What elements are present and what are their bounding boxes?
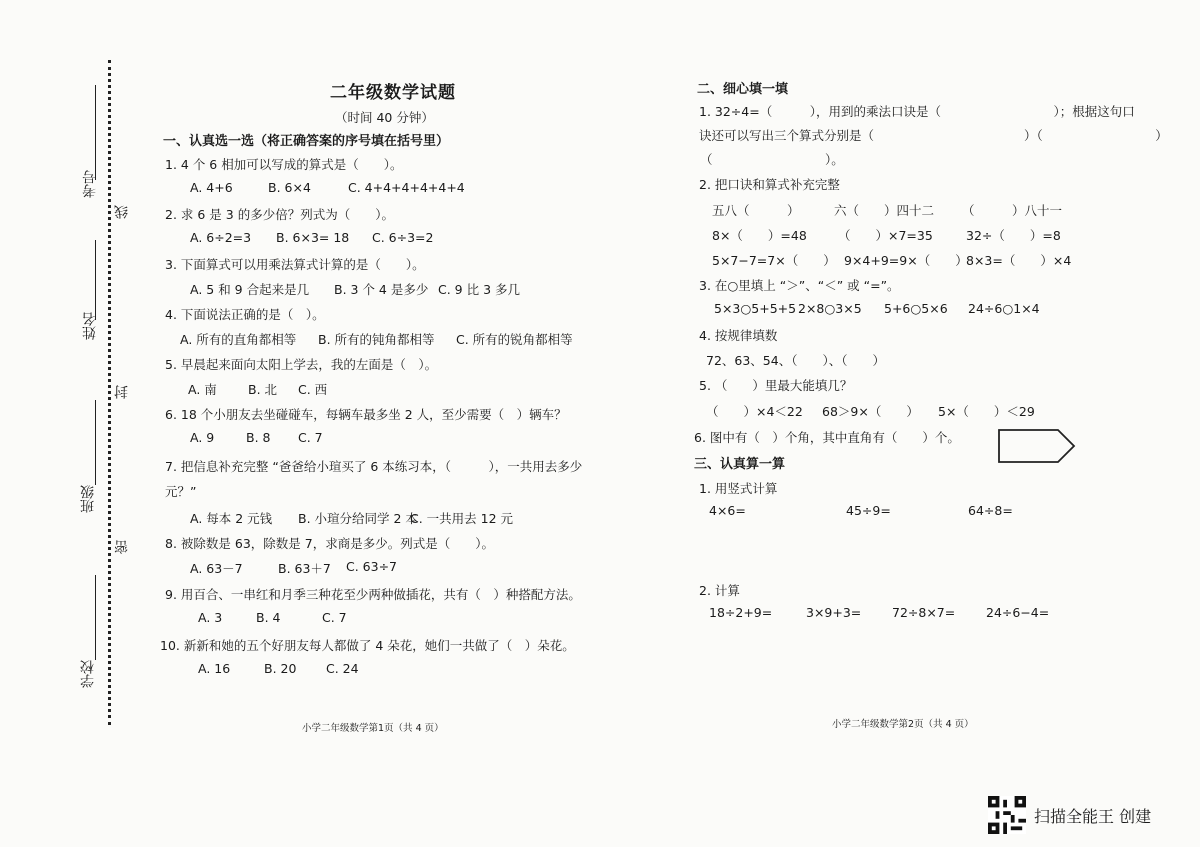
q8-stem: 8. 被除数是 63，除数是 7，求商是多少。列式是（ ）。 xyxy=(165,536,494,551)
q1-stem: 1. 4 个 6 相加可以写成的算式是（ ）。 xyxy=(165,157,403,172)
p2-q4-seq: 72、63、54、（ ）、（ ） xyxy=(706,353,885,368)
q3-opt-a: A. 5 和 9 合起来是几 xyxy=(190,282,310,297)
p3-calc-4: 18÷2+9= xyxy=(709,605,773,620)
q1-opt-c: C. 4+4+4+4+4+4 xyxy=(348,180,465,195)
q1-opt-b: B. 6×4 xyxy=(268,180,311,195)
class-line xyxy=(95,400,96,485)
p2-q5-item3: 5×（ ）＜29 xyxy=(938,404,1035,419)
p2-q5-stem: 5. （ ）里最大能填几？ xyxy=(699,378,853,393)
pentagon-arrow-figure xyxy=(998,429,1076,463)
school-line xyxy=(95,575,96,660)
p3-calc-7: 24÷6−4= xyxy=(986,605,1050,620)
p2-q6-stem: 6. 图中有（ ）个角，其中直角有（ ）个。 xyxy=(694,430,960,445)
q2-stem: 2. 求 6 是 3 的多少倍？列式为（ ）。 xyxy=(165,207,394,222)
page-title: 二年级数学试题 xyxy=(330,83,456,103)
q6-opt-c: C. 7 xyxy=(298,430,323,445)
p2-q1-line2: 诀还可以写出三个算式分别是（ ）（ ） xyxy=(699,128,1168,143)
q6-opt-a: A. 9 xyxy=(190,430,215,445)
q10-opt-a: A. 16 xyxy=(198,661,231,676)
p2-q5-item1: （ ）×4＜22 xyxy=(706,404,803,419)
p3-sub2-heading: 2. 计算 xyxy=(699,583,740,598)
q4-stem: 4. 下面说法正确的是（ ）。 xyxy=(165,307,325,322)
q8-opt-b: B. 63＋7 xyxy=(278,561,331,576)
name-line xyxy=(95,240,96,320)
seal-xian: 线 xyxy=(114,205,130,219)
q10-opt-b: B. 20 xyxy=(264,661,297,676)
p2-q3-item4: 24÷6○1×4 xyxy=(968,301,1040,316)
p2-q3-item2: 2×8○3×5 xyxy=(798,301,862,316)
q7-opt-b: B. 小瑄分给同学 2 本 xyxy=(298,511,418,526)
q4-opt-b: B. 所有的钝角都相等 xyxy=(318,332,435,347)
q10-stem: 10. 新新和她的五个好朋友每人都做了 4 朵花，她们一共做了（ ）朵花。 xyxy=(160,638,575,653)
q2-opt-b: B. 6×3= 18 xyxy=(276,230,350,245)
q7-opt-c: C. 一共用去 12 元 xyxy=(410,511,514,526)
q4-opt-a: A. 所有的直角都相等 xyxy=(180,332,297,347)
q3-stem: 3. 下面算式可以用乘法算式计算的是（ ）。 xyxy=(165,257,425,272)
section-2-heading: 二、细心填一填 xyxy=(697,82,789,97)
p2-q2-r1c3: （ ）八十一 xyxy=(962,203,1063,218)
q8-opt-c: C. 63÷7 xyxy=(346,559,398,574)
q10-opt-c: C. 24 xyxy=(326,661,359,676)
p3-calc-3: 64÷8= xyxy=(968,503,1013,518)
p2-q2-r2c2: （ ）×7=35 xyxy=(838,228,933,243)
p2-q4-stem: 4. 按规律填数 xyxy=(699,328,778,343)
p2-q2-r2c1: 8×（ ）=48 xyxy=(712,228,807,243)
p2-q2-r1c1: 五八（ ） xyxy=(712,203,800,218)
q2-opt-c: C. 6÷3=2 xyxy=(372,230,434,245)
section-1-heading: 一、认真选一选（将正确答案的序号填在括号里） xyxy=(163,134,450,149)
p2-q2-r3c3: 8×3=（ ）×4 xyxy=(966,253,1072,268)
p2-q2-r1c2: 六（ ）四十二 xyxy=(834,203,935,218)
q7-stem-cont: 元？” xyxy=(165,484,197,499)
p3-calc-2: 45÷9= xyxy=(846,503,891,518)
p2-q1-line3: （ ）。 xyxy=(700,152,844,167)
p2-q1-line1: 1. 32÷4=（ ），用到的乘法口诀是（ ）；根据这句口 xyxy=(699,104,1135,119)
p2-q5-item2: 68＞9×（ ） xyxy=(822,404,919,419)
seal-mi: 密 xyxy=(114,540,130,554)
q6-stem: 6. 18 个小朋友去坐碰碰车，每辆车最多坐 2 人，至少需要（ ）辆车？ xyxy=(165,407,567,422)
p2-q2-r3c1: 5×7−7=7×（ ） xyxy=(712,253,836,268)
section-3-heading: 三、认真算一算 xyxy=(694,457,786,472)
school-label: 学校 xyxy=(80,660,96,688)
q2-opt-a: A. 6÷2=3 xyxy=(190,230,252,245)
p2-q3-stem: 3. 在○里填上 “＞”、“＜” 或 “=”。 xyxy=(699,278,900,293)
q1-opt-a: A. 4+6 xyxy=(190,180,233,195)
p3-calc-1: 4×6= xyxy=(709,503,746,518)
q5-opt-c: C. 西 xyxy=(298,382,328,397)
q7-opt-a: A. 每本 2 元钱 xyxy=(190,511,273,526)
p2-q3-item1: 5×3○5+5+5 xyxy=(714,301,797,316)
watermark-text: 扫描全能王 创建 xyxy=(1034,807,1152,826)
p2-q3-item3: 5+6○5×6 xyxy=(884,301,948,316)
q3-opt-b: B. 3 个 4 是多少 xyxy=(334,282,429,297)
p3-sub1-heading: 1. 用竖式计算 xyxy=(699,481,778,496)
kaohao-line xyxy=(95,85,96,180)
p3-calc-5: 3×9+3= xyxy=(806,605,862,620)
kaohao-label: 考号 xyxy=(82,170,98,198)
p2-q2-r2c3: 32÷（ ）=8 xyxy=(966,228,1061,243)
q5-opt-b: B. 北 xyxy=(248,382,278,397)
q3-opt-c: C. 9 比 3 多几 xyxy=(438,282,521,297)
qr-code-icon xyxy=(988,796,1026,834)
q5-opt-a: A. 南 xyxy=(188,382,217,397)
page-2-footer: 小学二年级数学第2页（共 4 页） xyxy=(832,719,974,730)
name-label: 姓名 xyxy=(82,312,98,340)
seal-dotted-line xyxy=(108,60,111,725)
p2-q2-stem: 2. 把口诀和算式补充完整 xyxy=(699,177,840,192)
q9-stem: 9. 用百合、一串红和月季三种花至少两种做插花，共有（ ）种搭配方法。 xyxy=(165,587,581,602)
q4-opt-c: C. 所有的锐角都相等 xyxy=(456,332,573,347)
q9-opt-b: B. 4 xyxy=(256,610,281,625)
q5-stem: 5. 早晨起来面向太阳上学去，我的左面是（ ）。 xyxy=(165,357,438,372)
time-note: （时间 40 分钟） xyxy=(335,110,434,125)
page-1-footer: 小学二年级数学第1页（共 4 页） xyxy=(302,723,444,734)
q9-opt-c: C. 7 xyxy=(322,610,347,625)
p2-q2-r3c2: 9×4+9=9×（ ） xyxy=(844,253,968,268)
p3-calc-6: 72÷8×7= xyxy=(892,605,956,620)
q8-opt-a: A. 63－7 xyxy=(190,561,243,576)
q6-opt-b: B. 8 xyxy=(246,430,271,445)
seal-feng: 封 xyxy=(114,385,130,399)
q7-stem: 7. 把信息补充完整 “爸爸给小瑄买了 6 本练习本，（ ），一共用去多少 xyxy=(165,459,583,474)
class-label: 班级 xyxy=(80,485,96,513)
q9-opt-a: A. 3 xyxy=(198,610,223,625)
